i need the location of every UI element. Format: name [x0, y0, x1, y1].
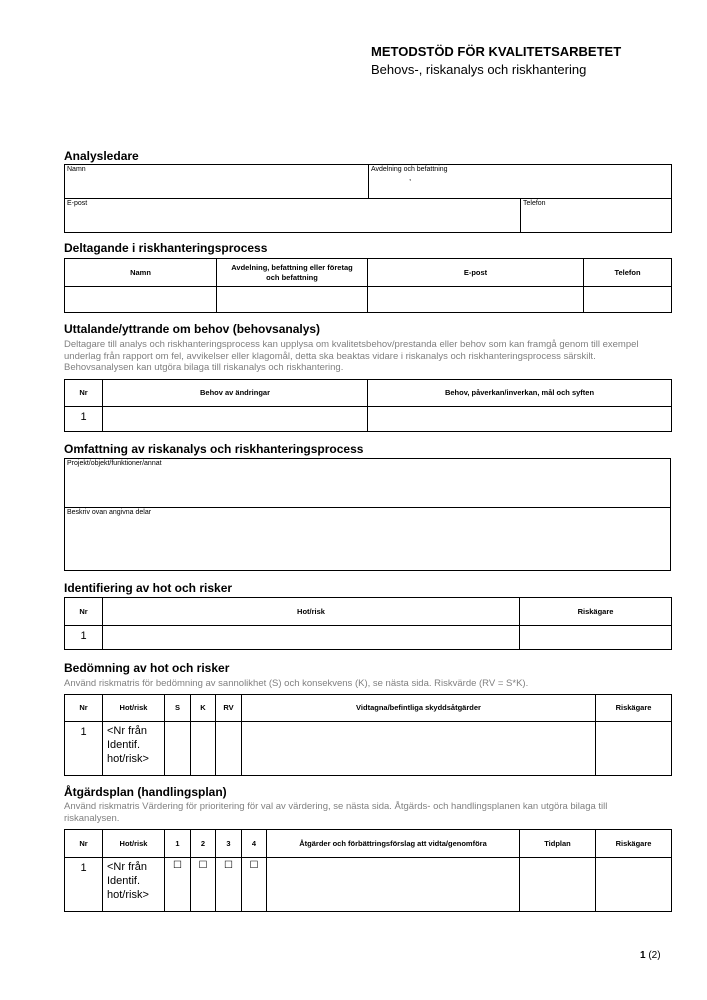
col-hotrisk: Hot/risk	[103, 830, 165, 858]
page-current: 1	[640, 950, 646, 961]
deltagande-epost-cell[interactable]	[368, 287, 584, 313]
col-riskagare: Riskägare	[596, 830, 672, 858]
bedomning-rv-cell[interactable]	[216, 722, 242, 776]
bedomning-note: Använd riskmatris för bedömning av sannolikhet (S) och konsekvens (K), se nästa sida. Riskvärde (RV = S*K).	[64, 678, 529, 689]
col-nr: Nr	[65, 380, 103, 407]
behov-andringar-cell[interactable]	[103, 407, 368, 432]
col-s: S	[165, 695, 191, 722]
atgard-atgarder-cell[interactable]	[267, 858, 520, 912]
col-nr: Nr	[65, 695, 103, 722]
behov-note: Deltagare till analys och riskhanteringsprocess kan upplysa om kvalitetsbehov/prestanda eller behov som kan framgå genom till exempel underlag från rapport om fel, avvikelser eller klagomål, detta ska beaktas vidare i riskanalys och riskhanteringsprocess särskilt. Behovsanalysen kan utgöra bilaga till riskanalys och riskhantering.	[64, 339, 639, 373]
epost-field[interactable]	[65, 199, 521, 233]
omfattning-table	[64, 458, 671, 571]
projekt-field[interactable]	[65, 459, 671, 508]
document-subtitle: Behovs-, riskanalys och riskhantering	[371, 62, 587, 77]
section-identifiering: Identifiering av hot och risker	[64, 581, 233, 595]
section-omfattning: Omfattning av riskanalys och riskhanteringsprocess	[64, 442, 364, 456]
beskriv-field[interactable]	[65, 508, 671, 571]
bedomning-hotrisk-ref[interactable]: <Nr från Identif. hot/risk>	[103, 722, 165, 776]
priority-3-checkbox[interactable]: ☐	[216, 858, 242, 912]
section-analysledare: Analysledare	[64, 149, 139, 163]
section-behov: Uttalande/yttrande om behov (behovsanalys)	[64, 322, 321, 336]
deltagande-telefon-cell[interactable]	[584, 287, 672, 313]
col-2: 2	[191, 830, 216, 858]
col-namn: Namn	[65, 259, 217, 287]
col-hotrisk: Hot/risk	[103, 598, 520, 626]
col-4: 4	[242, 830, 267, 858]
col-tidplan: Tidplan	[520, 830, 596, 858]
priority-1-checkbox[interactable]: ☐	[165, 858, 191, 912]
section-bedomning: Bedömning av hot och risker	[64, 661, 230, 675]
atgard-tidplan-cell[interactable]	[520, 858, 596, 912]
beskriv-label: Beskriv ovan angivna delar	[67, 509, 152, 516]
projekt-label: Projekt/objekt/funktioner/annat	[67, 460, 162, 467]
deltagande-namn-cell[interactable]	[65, 287, 217, 313]
behov-table	[64, 379, 672, 432]
col-riskagare: Riskägare	[596, 695, 672, 722]
col-avdelning: Avdelning, befattning eller företag och befattning	[217, 259, 368, 287]
atgard-row-nr: 1	[65, 858, 103, 912]
analysledare-table	[64, 164, 672, 233]
col-epost: E-post	[368, 259, 584, 287]
bedomning-row-nr: 1	[65, 722, 103, 776]
bedomning-s-cell[interactable]	[165, 722, 191, 776]
col-hotrisk: Hot/risk	[103, 695, 165, 722]
namn-label: Namn	[67, 166, 86, 173]
behov-paverkan-cell[interactable]	[368, 407, 672, 432]
epost-label: E-post	[67, 200, 88, 207]
identifiering-hotrisk-cell[interactable]	[103, 626, 520, 650]
col-behov-andringar: Behov av ändringar	[103, 380, 368, 407]
col-3: 3	[216, 830, 242, 858]
behov-row-nr: 1	[65, 407, 103, 432]
page-number	[640, 950, 661, 961]
avdelning-label: Avdelning och befattning	[371, 166, 448, 173]
col-rv: RV	[216, 695, 242, 722]
identifiering-riskagare-cell[interactable]	[520, 626, 672, 650]
col-k: K	[191, 695, 216, 722]
section-atgardsplan: Åtgärdsplan (handlingsplan)	[64, 785, 227, 799]
atgard-riskagare-cell[interactable]	[596, 858, 672, 912]
telefon-label: Telefon	[523, 200, 546, 207]
col-skyddsatgarder: Vidtagna/befintliga skyddsåtgärder	[242, 695, 596, 722]
col-riskagare: Riskägare	[520, 598, 672, 626]
priority-4-checkbox[interactable]: ☐	[242, 858, 267, 912]
bedomning-riskagare-cell[interactable]	[596, 722, 672, 776]
avdelning-value: ,	[409, 173, 412, 182]
avdelning-field[interactable]	[369, 165, 672, 199]
page-total: (2)	[648, 950, 661, 961]
col-1: 1	[165, 830, 191, 858]
identifiering-row-nr: 1	[65, 626, 103, 650]
namn-field[interactable]	[65, 165, 369, 199]
atgard-hotrisk-ref[interactable]: <Nr från Identif. hot/risk>	[103, 858, 165, 912]
atgard-note: Använd riskmatris Värdering för prioritering för val av värdering, se nästa sida. Åtgärds- och handlingsplanen kan utgöra bilaga till riskanalysen.	[64, 801, 608, 824]
deltagande-table	[64, 258, 672, 313]
col-nr: Nr	[65, 598, 103, 626]
priority-2-checkbox[interactable]: ☐	[191, 858, 216, 912]
document-title: METODSTÖD FÖR KVALITETSARBETET	[371, 44, 622, 59]
section-deltagande: Deltagande i riskhanteringsprocess	[64, 241, 268, 255]
bedomning-table	[64, 694, 672, 776]
bedomning-skydd-cell[interactable]	[242, 722, 596, 776]
identifiering-table	[64, 597, 672, 650]
col-nr: Nr	[65, 830, 103, 858]
atgard-table	[64, 829, 672, 912]
col-behov-paverkan: Behov, påverkan/inverkan, mål och syften	[368, 380, 672, 407]
col-atgarder: Åtgärder och förbättringsförslag att vidta/genomföra	[267, 830, 520, 858]
telefon-field[interactable]	[521, 199, 672, 233]
bedomning-k-cell[interactable]	[191, 722, 216, 776]
deltagande-avdelning-cell[interactable]	[217, 287, 368, 313]
col-telefon: Telefon	[584, 259, 672, 287]
